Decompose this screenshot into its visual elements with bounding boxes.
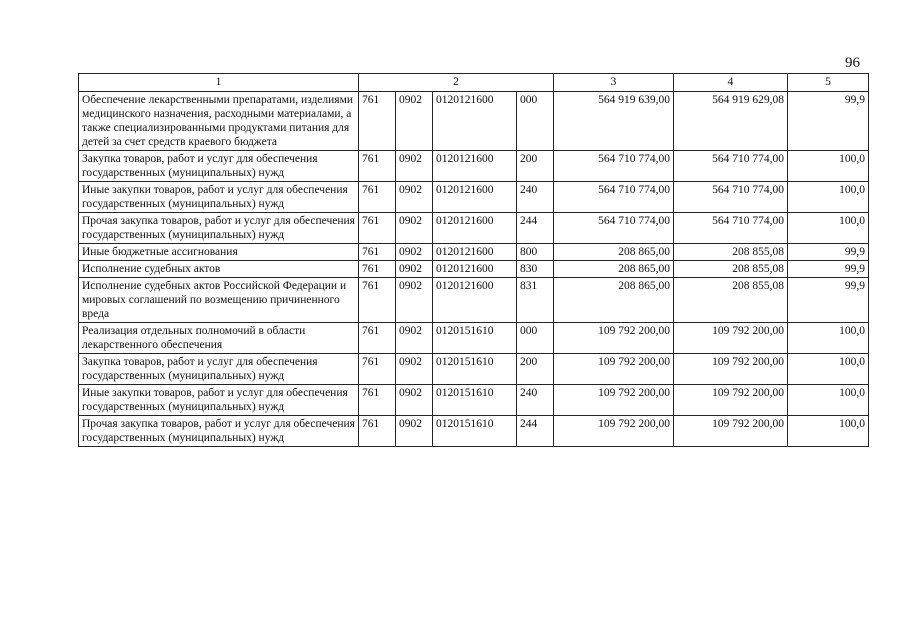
row-vr-code: 831 — [517, 278, 554, 323]
column-header-3: 3 — [554, 74, 674, 92]
budget-table — [78, 73, 869, 447]
row-percent: 99,9 — [788, 244, 869, 261]
table-row — [79, 244, 869, 261]
row-fact-amount: 208 855,08 — [674, 244, 788, 261]
row-vr-code: 240 — [517, 385, 554, 416]
row-vr-code: 830 — [517, 261, 554, 278]
row-plan-amount: 564 710 774,00 — [554, 151, 674, 182]
row-plan-amount: 208 865,00 — [554, 244, 674, 261]
row-fact-amount: 109 792 200,00 — [674, 385, 788, 416]
row-vr-code: 244 — [517, 213, 554, 244]
row-gr-code: 761 — [359, 182, 396, 213]
row-plan-amount: 208 865,00 — [554, 278, 674, 323]
table-row — [79, 213, 869, 244]
row-gr-code: 761 — [359, 151, 396, 182]
row-percent: 100,0 — [788, 354, 869, 385]
row-plan-amount: 109 792 200,00 — [554, 323, 674, 354]
row-percent: 100,0 — [788, 416, 869, 447]
row-csr-code: 0120151610 — [433, 385, 517, 416]
column-header-1: 1 — [79, 74, 359, 92]
row-percent: 100,0 — [788, 385, 869, 416]
table-body — [79, 92, 869, 447]
row-rz-code: 0902 — [396, 151, 433, 182]
row-name-cell: Обеспечение лекарственными препаратами, изделиями медицинского назначения, расходными материалами, а также специализированными продуктами питания для детей за счет средств краевого бюджета — [79, 92, 359, 151]
row-gr-code: 761 — [359, 92, 396, 151]
row-percent: 100,0 — [788, 151, 869, 182]
row-gr-code: 761 — [359, 416, 396, 447]
row-vr-code: 200 — [517, 354, 554, 385]
row-plan-amount: 208 865,00 — [554, 261, 674, 278]
table-header-row — [79, 74, 869, 92]
row-csr-code: 0120121600 — [433, 213, 517, 244]
row-csr-code: 0120151610 — [433, 323, 517, 354]
row-plan-amount: 564 919 639,00 — [554, 92, 674, 151]
row-csr-code: 0120121600 — [433, 278, 517, 323]
table-row — [79, 261, 869, 278]
row-gr-code: 761 — [359, 244, 396, 261]
row-fact-amount: 564 710 774,00 — [674, 213, 788, 244]
row-gr-code: 761 — [359, 278, 396, 323]
column-header-5: 5 — [788, 74, 869, 92]
table-row — [79, 354, 869, 385]
row-name-cell: Закупка товаров, работ и услуг для обеспечения государственных (муниципальных) нужд — [79, 354, 359, 385]
row-rz-code: 0902 — [396, 354, 433, 385]
row-fact-amount: 109 792 200,00 — [674, 416, 788, 447]
row-name-cell: Исполнение судебных актов — [79, 261, 359, 278]
row-gr-code: 761 — [359, 213, 396, 244]
row-csr-code: 0120151610 — [433, 416, 517, 447]
row-csr-code: 0120121600 — [433, 261, 517, 278]
row-csr-code: 0120121600 — [433, 92, 517, 151]
row-rz-code: 0902 — [396, 92, 433, 151]
column-header-4: 4 — [674, 74, 788, 92]
row-csr-code: 0120121600 — [433, 182, 517, 213]
row-vr-code: 240 — [517, 182, 554, 213]
row-name-cell: Иные бюджетные ассигнования — [79, 244, 359, 261]
row-percent: 100,0 — [788, 323, 869, 354]
row-fact-amount: 109 792 200,00 — [674, 354, 788, 385]
row-rz-code: 0902 — [396, 244, 433, 261]
row-vr-code: 800 — [517, 244, 554, 261]
row-fact-amount: 564 919 629,08 — [674, 92, 788, 151]
row-rz-code: 0902 — [396, 182, 433, 213]
table-row — [79, 416, 869, 447]
row-name-cell: Иные закупки товаров, работ и услуг для обеспечения государственных (муниципальных) нужд — [79, 182, 359, 213]
row-plan-amount: 109 792 200,00 — [554, 416, 674, 447]
table-row — [79, 151, 869, 182]
row-rz-code: 0902 — [396, 416, 433, 447]
row-name-cell: Прочая закупка товаров, работ и услуг для обеспечения государственных (муниципальных) нужд — [79, 213, 359, 244]
row-rz-code: 0902 — [396, 278, 433, 323]
row-csr-code: 0120121600 — [433, 244, 517, 261]
row-fact-amount: 208 855,08 — [674, 261, 788, 278]
row-rz-code: 0902 — [396, 213, 433, 244]
row-fact-amount: 109 792 200,00 — [674, 323, 788, 354]
row-fact-amount: 208 855,08 — [674, 278, 788, 323]
row-percent: 100,0 — [788, 213, 869, 244]
row-vr-code: 000 — [517, 323, 554, 354]
table-row — [79, 182, 869, 213]
row-gr-code: 761 — [359, 261, 396, 278]
row-plan-amount: 564 710 774,00 — [554, 182, 674, 213]
table-row — [79, 385, 869, 416]
row-name-cell: Реализация отдельных полномочий в области лекарственного обеспечения — [79, 323, 359, 354]
row-vr-code: 000 — [517, 92, 554, 151]
row-plan-amount: 109 792 200,00 — [554, 354, 674, 385]
row-fact-amount: 564 710 774,00 — [674, 151, 788, 182]
row-name-cell: Иные закупки товаров, работ и услуг для обеспечения государственных (муниципальных) нужд — [79, 385, 359, 416]
row-percent: 99,9 — [788, 278, 869, 323]
row-percent: 99,9 — [788, 261, 869, 278]
table-row — [79, 92, 869, 151]
row-gr-code: 761 — [359, 385, 396, 416]
row-rz-code: 0902 — [396, 323, 433, 354]
row-percent: 100,0 — [788, 182, 869, 213]
page-number: 96 — [845, 55, 860, 71]
row-gr-code: 761 — [359, 354, 396, 385]
row-name-cell: Исполнение судебных актов Российской Федерации и мировых соглашений по возмещению причиненного вреда — [79, 278, 359, 323]
row-rz-code: 0902 — [396, 261, 433, 278]
table-row — [79, 323, 869, 354]
row-csr-code: 0120151610 — [433, 354, 517, 385]
row-plan-amount: 109 792 200,00 — [554, 385, 674, 416]
row-rz-code: 0902 — [396, 385, 433, 416]
row-percent: 99,9 — [788, 92, 869, 151]
row-name-cell: Прочая закупка товаров, работ и услуг для обеспечения государственных (муниципальных) нужд — [79, 416, 359, 447]
table-row — [79, 278, 869, 323]
row-vr-code: 200 — [517, 151, 554, 182]
row-vr-code: 244 — [517, 416, 554, 447]
row-name-cell: Закупка товаров, работ и услуг для обеспечения государственных (муниципальных) нужд — [79, 151, 359, 182]
column-header-2: 2 — [359, 74, 554, 92]
row-gr-code: 761 — [359, 323, 396, 354]
row-fact-amount: 564 710 774,00 — [674, 182, 788, 213]
row-plan-amount: 564 710 774,00 — [554, 213, 674, 244]
row-csr-code: 0120121600 — [433, 151, 517, 182]
